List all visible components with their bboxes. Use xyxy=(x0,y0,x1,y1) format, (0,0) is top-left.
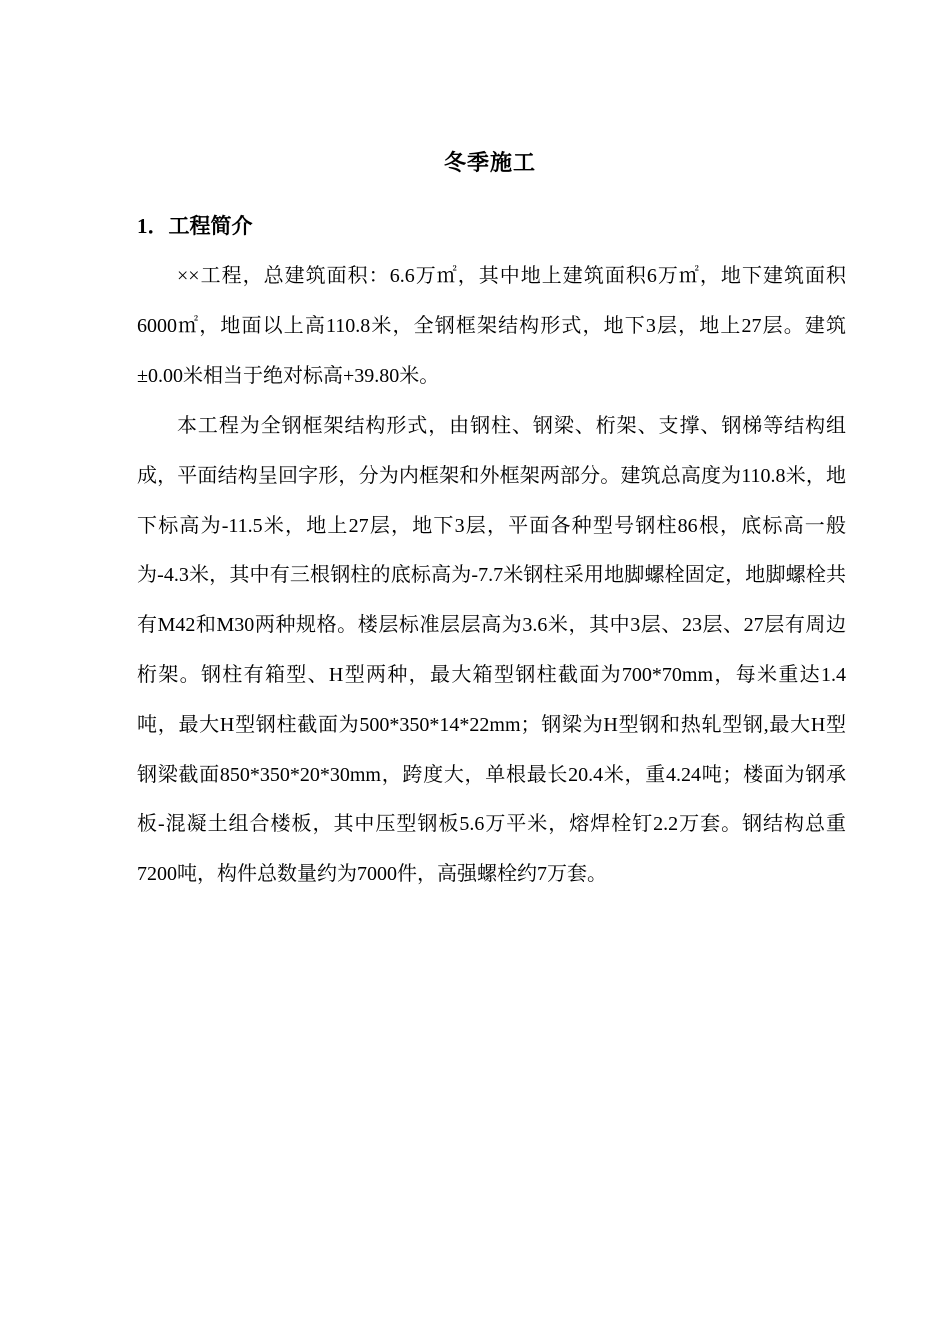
document-title: 冬季施工 xyxy=(443,150,536,175)
paragraph-structure-details: 本工程为全钢框架结构形式，由钢柱、钢梁、桁架、支撑、钢梯等结构组成，平面结构呈回字形，分为内框架和外框架两部分。建筑总高度为110.8米，地下标高为-11.5米，地上27层，地下3层，平面各种型号钢柱86根，底标高一般为-4.3米，其中有三根钢柱的底标高为-7.7米钢柱采用地脚螺栓固定，地脚螺栓共有M42和M30两种规格。楼层标准层层高为3.6米，其中3层、23层、27层有周边桁架。钢柱有箱型、H型两种，最大箱型钢柱截面为700*70mm，每米重达1.4吨，最大H型钢柱截面为500*350*14*22mm；钢梁为H型钢和热轧型钢,最大H型钢梁截面850*350*20*30mm，跨度大，单根最长20.4米，重4.24吨；楼面为钢承板-混凝土组合楼板，其中压型钢板5.6万平米，熔焊栓钉2.2万套。钢结构总重7200吨，构件总数量约为7000件，高强螺栓约7万套。 xyxy=(137,415,846,886)
section-heading: 1．工程简介 xyxy=(137,214,253,238)
paragraph-project-overview: ××工程，总建筑面积：6.6万㎡，其中地上建筑面积6万㎡，地下建筑面积6000㎡，地面以上高110.8米，全钢框架结构形式，地下3层，地上27层。建筑±0.00米相当于绝对标高+39.80米。 xyxy=(137,265,846,387)
